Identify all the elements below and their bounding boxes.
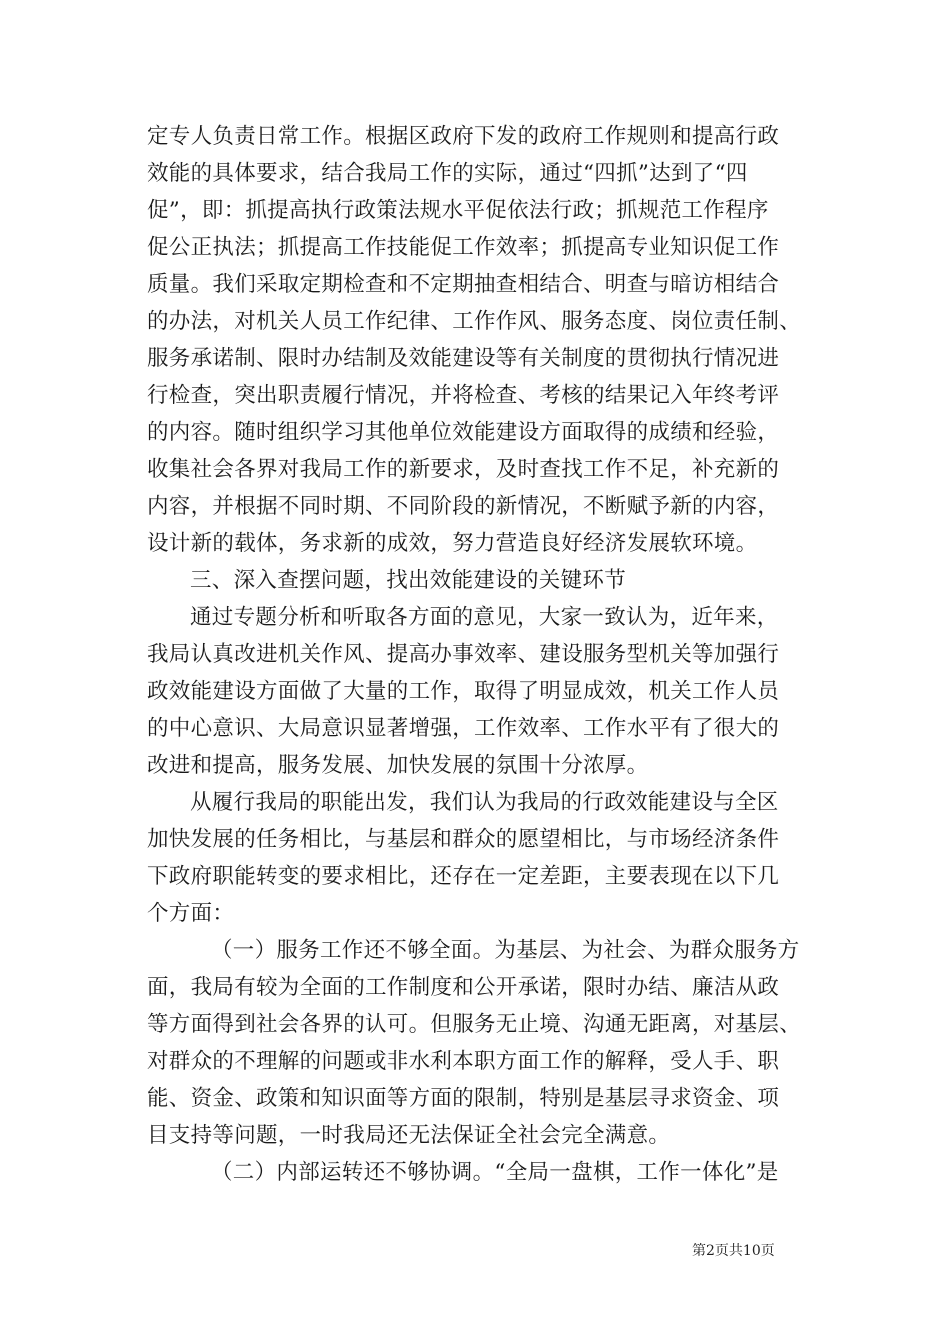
subsection-heading: （一）服务工作还不够全面。为基层、为社会、为群众服务方	[211, 938, 800, 963]
text-line: 效能的具体要求，结合我局工作的实际，通过“四抓”达到了“四	[147, 161, 748, 186]
text-line: 设计新的载体，务求新的成效，努力营造良好经济发展软环境。	[147, 531, 758, 556]
text-line: 促公正执法；抓提高工作技能促工作效率；抓提高专业知识促工作	[147, 235, 780, 260]
text-line: 内容，并根据不同时期、不同阶段的新情况，不断赋予新的内容，	[147, 494, 780, 519]
text-line: 目支持等问题，一时我局还无法保证全社会完全满意。	[147, 1123, 671, 1148]
text-line: 定专人负责日常工作。根据区政府下发的政府工作规则和提高行政	[147, 124, 780, 149]
document-body	[147, 118, 807, 1191]
text-line: 个方面：	[147, 901, 235, 926]
text-line: 收集社会各界对我局工作的新要求，及时查找工作不足，补充新的	[147, 457, 780, 482]
text-line: 质量。我们采取定期检查和不定期抽查相结合、明查与暗访相结合	[147, 272, 780, 297]
text-line: 通过专题分析和听取各方面的意见，大家一致认为，近年来，	[190, 605, 779, 630]
section-heading: 三、深入查摆问题，找出效能建设的关键环节	[190, 568, 627, 593]
text-line: 服务承诺制、限时办结制及效能建设等有关制度的贯彻执行情况进	[147, 346, 780, 371]
text-line: 从履行我局的职能出发，我们认为我局的行政效能建设与全区	[190, 790, 779, 815]
text-line: 我局认真改进机关作风、提高办事效率、建设服务型机关等加强行	[147, 642, 780, 667]
text-line: 政效能建设方面做了大量的工作，取得了明显成效，机关工作人员	[147, 679, 780, 704]
text-line: 下政府职能转变的要求相比，还存在一定差距，主要表现在以下几	[147, 864, 780, 889]
text-line: 能、资金、政策和知识面等方面的限制，特别是基层寻求资金、项	[147, 1086, 780, 1111]
text-line: 行检查，突出职责履行情况，并将检查、考核的结果记入年终考评	[147, 383, 780, 408]
text-line: 促”，即：抓提高执行政策法规水平促依法行政；抓规范工作程序	[147, 198, 769, 223]
text-line: 加快发展的任务相比，与基层和群众的愿望相比，与市场经济条件	[147, 827, 780, 852]
text-line: 改进和提高，服务发展、加快发展的氛围十分浓厚。	[147, 753, 649, 778]
text-line: 的内容。随时组织学习其他单位效能建设方面取得的成绩和经验，	[147, 420, 780, 445]
text-line: 面，我局有较为全面的工作制度和公开承诺，限时办结、廉洁从政	[147, 975, 780, 1000]
text-line: 的办法，对机关人员工作纪律、工作作风、服务态度、岗位责任制、	[147, 309, 802, 334]
subsection-heading: （二）内部运转还不够协调。“全局一盘棋，工作一体化”是	[211, 1160, 779, 1185]
text-line: 等方面得到社会各界的认可。但服务无止境、沟通无距离，对基层、	[147, 1012, 802, 1037]
text-line: 对群众的不理解的问题或非水利本职方面工作的解释，受人手、职	[147, 1049, 780, 1074]
text-line: 的中心意识、大局意识显著增强，工作效率、工作水平有了很大的	[147, 716, 780, 741]
page-number-footer: 第2页共10页	[692, 1243, 775, 1259]
